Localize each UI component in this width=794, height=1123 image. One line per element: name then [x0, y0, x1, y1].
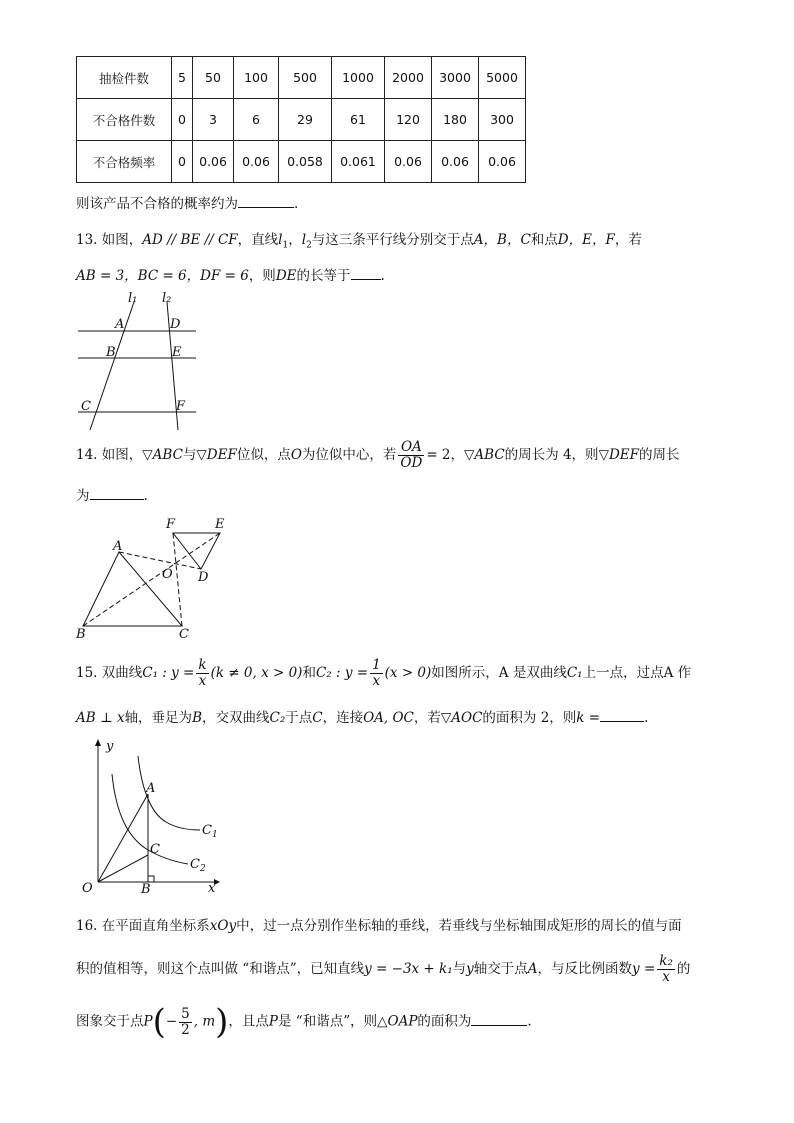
label-O: O	[162, 567, 173, 582]
table-cell: 0.06	[234, 141, 279, 183]
row-label: 抽检件数	[77, 57, 172, 99]
table-cell: 5000	[479, 57, 526, 99]
q13-figure	[70, 290, 210, 432]
table-cell: 180	[432, 99, 479, 141]
label-l1: l₁	[128, 291, 138, 306]
label-D: D	[170, 317, 181, 332]
table-cell: 500	[279, 57, 332, 99]
q16-line-2: 积的值相等，则这个点叫做 “和谐点”，已知直线y = −3x + k₁与y轴交于点A，与反比例函数y = $\frac{\text{k₂}}{x}$ 的	[76, 953, 691, 985]
q16-line-1: 16. 在平面直角坐标系xOy中，过一点分别作坐标轴的垂线，若垂线与坐标轴围成矩形的周长的值与面	[76, 918, 682, 934]
label-F: F	[176, 399, 186, 414]
label-C: C	[150, 842, 160, 857]
table-cell: 0.06	[479, 141, 526, 183]
label-x: x	[208, 881, 216, 894]
fraction-5-2: $\frac{5}{2}$	[181, 1005, 190, 1038]
label-B: B	[141, 882, 151, 894]
label-B: B	[76, 627, 86, 642]
row-label: 不合格件数	[77, 99, 172, 141]
table-cell: 100	[234, 57, 279, 99]
dashed-cf	[173, 533, 182, 626]
label-A: A	[146, 781, 156, 796]
triangle-abc	[83, 552, 182, 626]
answer-blank	[90, 485, 144, 500]
table-cell: 61	[332, 99, 385, 141]
label-D: D	[198, 570, 209, 585]
table-row	[77, 57, 526, 99]
q12-tail-line: 则该产品不合格的概率约为 .	[76, 192, 298, 212]
fraction-k2-x: $\frac{\text{k₂}}{x}$	[659, 953, 673, 985]
fraction-k-x: $\frac{k}{x}$	[198, 657, 207, 689]
table-cell: 3000	[432, 57, 479, 99]
table-cell: 0	[172, 99, 193, 141]
table-cell: 2000	[385, 57, 432, 99]
q15-line-2: AB ⊥ x轴，垂足为B，交双曲线C₂于点C，连接OA, OC，若▽AOC的面积为 2，则k = .	[76, 706, 648, 726]
label-A: A	[113, 539, 123, 554]
label-E: E	[172, 345, 182, 360]
triangle-def	[173, 533, 220, 569]
q16-line-3: 图象交于点P(− $\frac{5}{2}$ , m)，且点P是 “和谐点”，则△OAP的面积为 .	[76, 1002, 532, 1042]
q15-figure	[76, 734, 226, 894]
label-C: C	[179, 627, 189, 642]
label-y: y	[106, 739, 114, 754]
row-label: 不合格频率	[77, 141, 172, 183]
table-cell: 0.058	[279, 141, 332, 183]
q13-line-1: 13. 如图，AD // BE // CF，直线$l_1$，$l_2$与这三条平行线分别交于点A，B，C和点D，E，F，若	[76, 232, 642, 251]
table-cell: 0.06	[193, 141, 234, 183]
answer-blank	[351, 265, 381, 280]
label-O: O	[82, 881, 93, 894]
table-row	[77, 99, 526, 141]
label-C2: $C_2$	[190, 857, 206, 874]
table-cell: 120	[385, 99, 432, 141]
y-axis-arrow	[95, 739, 101, 746]
line-l1	[90, 302, 134, 430]
label-A: A	[115, 317, 125, 332]
q13-line-2: AB = 3，BC = 6，DF = 6，则DE的长等于 .	[76, 264, 385, 284]
q15-line-1: 15. 双曲线C₁ : y = $\frac{k}{x}$ (k ≠ 0, x > 0)和C₂ : y = $\frac{1}{x}$ (x > 0)如图所示，A 是双曲线C₁上一点，过点A 作	[76, 657, 692, 689]
q12-tail-text: 则该产品不合格的概率约为	[76, 196, 238, 212]
label-B: B	[106, 345, 116, 360]
q14-line-2: 为 .	[76, 484, 148, 504]
table-cell: 0	[172, 141, 193, 183]
label-C1: $C_1$	[202, 823, 218, 840]
label-C: C	[81, 399, 91, 414]
fraction-oa-od: $\frac{OA}{OD}$	[400, 439, 423, 471]
table-cell: 300	[479, 99, 526, 141]
sampling-table	[76, 56, 526, 183]
table-cell: 29	[279, 99, 332, 141]
table-cell: 6	[234, 99, 279, 141]
table-cell: 0.061	[332, 141, 385, 183]
table-cell: 3	[193, 99, 234, 141]
q14-line-1: 14. 如图，▽ABC与▽DEF位似，点O为位似中心，若 $\frac{OA}{OD}$ = 2，▽ABC的周长为 4，则▽DEF的周长	[76, 439, 680, 471]
q14-figure	[70, 514, 230, 642]
table-cell: 5	[172, 57, 193, 99]
answer-blank	[600, 707, 644, 722]
label-l2: l₂	[162, 291, 172, 306]
answer-blank	[471, 1011, 527, 1026]
fraction-1-x: $\frac{1}{x}$	[372, 657, 381, 689]
table-cell: 50	[193, 57, 234, 99]
answer-blank	[238, 193, 294, 208]
table-row	[77, 141, 526, 183]
table-cell: 0.06	[385, 141, 432, 183]
table-cell: 0.06	[432, 141, 479, 183]
label-E: E	[215, 517, 225, 532]
table-cell: 1000	[332, 57, 385, 99]
label-F: F	[166, 517, 176, 532]
